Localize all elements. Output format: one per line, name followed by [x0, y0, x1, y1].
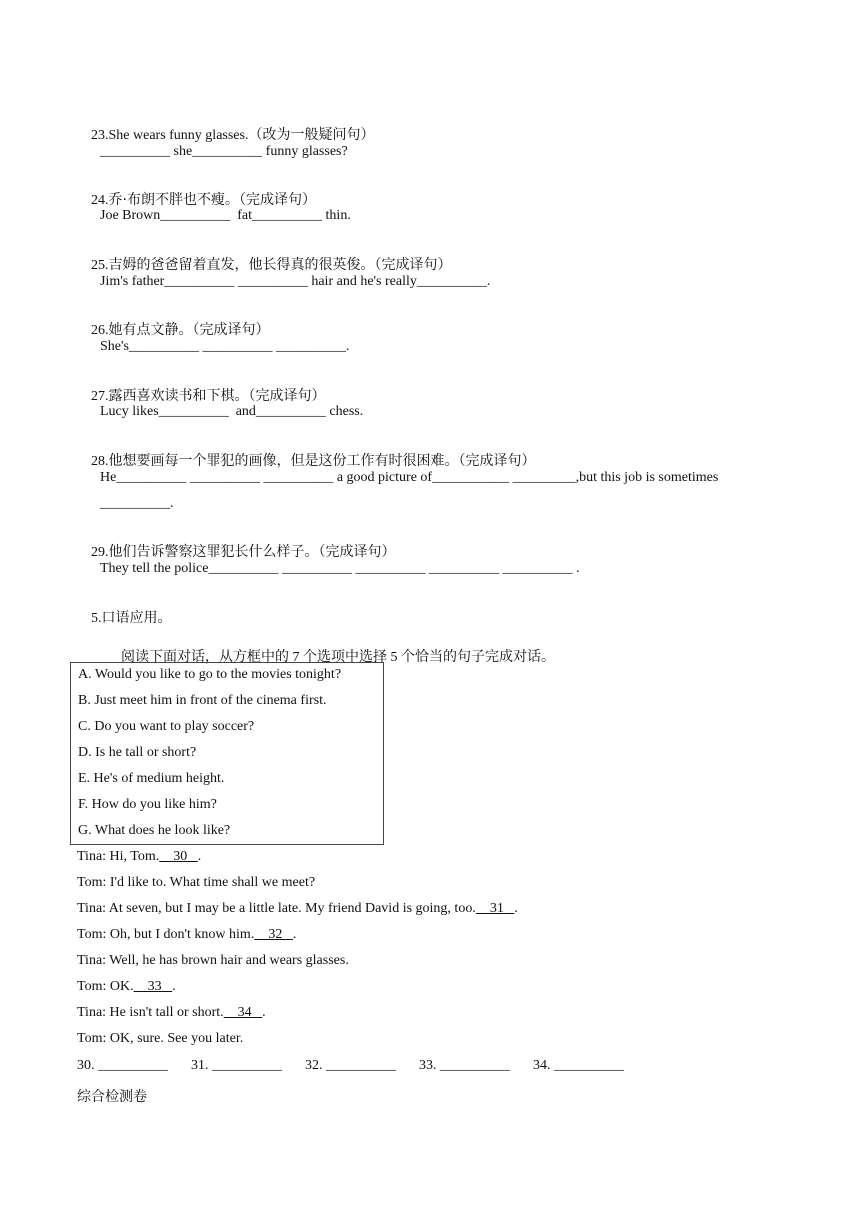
dialogue-line: Tom: I'd like to. What time shall we meet? — [77, 875, 316, 890]
footer-title: 综合检测卷 — [77, 1089, 147, 1105]
instruction-part: 个恰当的句子完成对话。 — [401, 649, 555, 665]
answer-line-26: She's__________ __________ __________. — [100, 339, 350, 354]
dialogue-blank — [254, 927, 293, 942]
question-number: 29. — [91, 545, 109, 560]
blank-number: 30 — [173, 849, 188, 864]
option-b: B. Just meet him in front of the cinema first. — [78, 693, 327, 708]
options-box — [70, 662, 384, 845]
dialogue-line: Tina: At seven, but I may be a little late. My friend David is going, too. 31 . — [77, 901, 518, 916]
question-number: 24. — [91, 193, 109, 208]
option-e: E. He's of medium height. — [78, 771, 225, 786]
dialogue-text: Tina: He isn't tall or short. — [77, 1005, 224, 1020]
blank-number: 32 — [268, 927, 283, 942]
dialogue-text: Tina: Hi, Tom. — [77, 849, 160, 864]
answer-line-29: They tell the police__________ __________ __________ __________ __________ . — [100, 561, 580, 576]
question-prompt-zh: 吉姆的爸爸留着直发，他长得真的很英俊。（完成译句） — [108, 257, 452, 273]
question-prompt-en: She wears funny glasses. — [108, 128, 249, 143]
option-f: F. How do you like him? — [78, 797, 217, 812]
blank-number: 34 — [237, 1005, 252, 1020]
question-prompt-zh: 乔·布朗不胖也不瘦。（完成译句） — [108, 192, 316, 208]
answer-line-28-continued: __________. — [100, 496, 174, 511]
dialogue-line: Tina: He isn't tall or short. 34 . — [77, 1005, 266, 1020]
blank-number: 31 — [489, 901, 504, 916]
instruction-number: 7 — [289, 650, 303, 665]
dialogue-line: Tom: Oh, but I don't know him. 32 . — [77, 927, 297, 942]
option-d: D. Is he tall or short? — [78, 745, 197, 760]
dialogue-text: Tom: Oh, but I don't know him. — [77, 927, 255, 942]
answer-slot-33: 33. __________ — [419, 1058, 510, 1073]
option-c: C. Do you want to play soccer? — [78, 719, 255, 734]
option-g: G. What does he look like? — [78, 823, 231, 838]
question-prompt-zh: （改为一般疑问句） — [248, 127, 375, 143]
section-title-text: 口语应用。 — [101, 610, 172, 626]
question-prompt-zh: 他想要画每一个罪犯的画像，但是这份工作有时很困难。（完成译句） — [108, 453, 536, 469]
option-a: A. Would you like to go to the movies tonight? — [78, 667, 342, 682]
answer-line-23: __________ she__________ funny glasses? — [100, 144, 348, 159]
dialogue-line: Tom: OK, sure. See you later. — [77, 1031, 244, 1046]
instruction-part: 阅读下面对话，从方框中的 — [121, 649, 289, 665]
answer-slot-32: 32. __________ — [305, 1058, 396, 1073]
dialogue-text: Tina: At seven, but I may be a little late. My friend David is going, too. — [77, 901, 476, 916]
question-prompt-zh: 她有点文静。（完成译句） — [108, 322, 270, 338]
dialogue-line: Tom: OK. 33 . — [77, 979, 176, 994]
instruction-number: 5 — [387, 650, 401, 665]
dialogue-blank — [476, 901, 515, 916]
question-number: 28. — [91, 454, 109, 469]
question-number: 25. — [91, 258, 109, 273]
blank-number: 33 — [147, 979, 162, 994]
answer-slot-31: 31. __________ — [191, 1058, 282, 1073]
dialogue-blank — [134, 979, 173, 994]
dialogue-line: Tina: Well, he has brown hair and wears glasses. — [77, 953, 349, 968]
dialogue-blank — [224, 1005, 263, 1020]
question-prompt-zh: 他们告诉警察这罪犯长什么样子。（完成译句） — [108, 544, 396, 560]
section-number: 5. — [91, 611, 102, 626]
question-prompt-zh: 露西喜欢读书和下棋。（完成译句） — [108, 388, 326, 404]
answer-line-24: Joe Brown__________ fat__________ thin. — [100, 208, 351, 223]
answer-line-27: Lucy likes__________ and__________ chess. — [100, 404, 364, 419]
answer-slot-30: 30. __________ — [77, 1058, 168, 1073]
answer-line-28: He__________ __________ __________ a good picture of___________ _________,but this job is sometimes — [100, 470, 719, 485]
dialogue-line: Tina: Hi, Tom. 30 . — [77, 849, 202, 864]
question-number: 26. — [91, 323, 109, 338]
dialogue-text: Tom: OK. — [77, 979, 134, 994]
answer-line-25: Jim's father__________ __________ hair and he's really__________. — [100, 274, 491, 289]
question-number: 27. — [91, 389, 109, 404]
question-number: 23. — [91, 128, 109, 143]
instruction-part: 个选项中选择 — [303, 649, 387, 665]
answer-slot-34: 34. __________ — [533, 1058, 624, 1073]
dialogue-blank — [159, 849, 198, 864]
